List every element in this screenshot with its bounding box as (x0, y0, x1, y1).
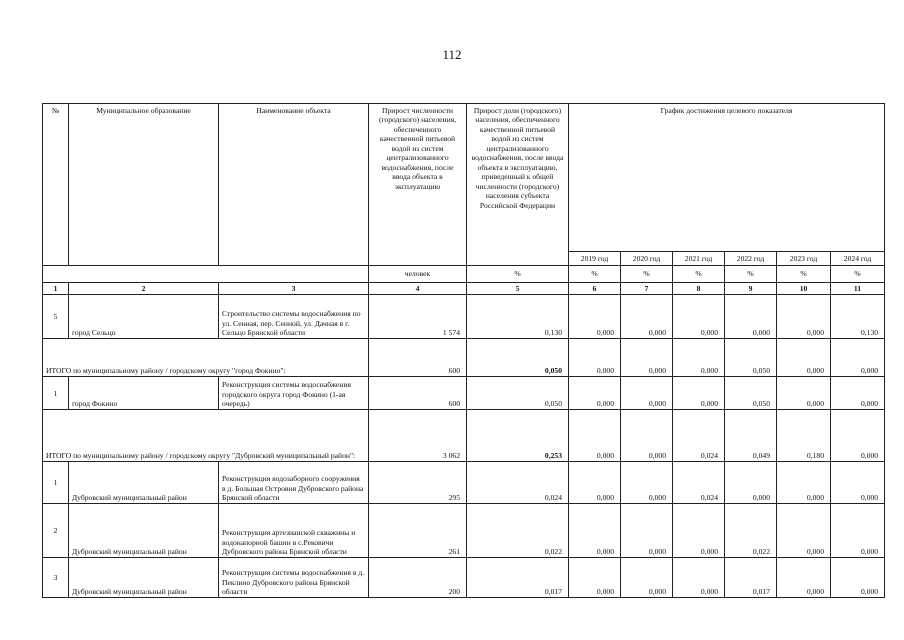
row-people: 1 574 (369, 295, 467, 339)
total-label: ИТОГО по муниципальному району / городскому округу "город Фокино": (43, 339, 369, 377)
row-year-value: 0,000 (621, 339, 673, 377)
table-row (43, 377, 885, 410)
header-year: 2022 год (725, 252, 777, 266)
row-year-value: 0,000 (777, 339, 831, 377)
row-year-value: 0,000 (831, 410, 885, 462)
unit-cell: % (569, 266, 621, 283)
row-year-value: 0,000 (569, 462, 621, 504)
total-share: 0,253 (467, 410, 569, 462)
row-year-value: 0,024 (673, 462, 725, 504)
row-year-value: 0,000 (831, 462, 885, 504)
row-year-value: 0,180 (777, 410, 831, 462)
total-label: ИТОГО по муниципальному району / городскому округу "Дубровский муниципальный район": (43, 410, 369, 462)
row-number: 1 (43, 377, 69, 410)
row-year-value: 0,000 (777, 295, 831, 339)
row-number: 5 (43, 295, 69, 339)
row-share: 0,130 (467, 295, 569, 339)
row-year-value: 0,000 (621, 462, 673, 504)
total-row (43, 410, 885, 462)
row-year-value: 0,022 (725, 504, 777, 558)
row-year-value: 0,000 (673, 558, 725, 598)
row-year-value: 0,050 (725, 339, 777, 377)
header-growth-people: Прирост численности (городского) населения, обеспеченного качественной питьевой водой из систем централизованного водоснабжения, после ввода объекта в эксплуатацию (369, 104, 467, 266)
row-year-value: 0,000 (777, 504, 831, 558)
row-year-value: 0,130 (831, 295, 885, 339)
row-year-value: 0,000 (621, 558, 673, 598)
row-municipality: Дубровский муниципальный район (69, 462, 219, 504)
total-people: 600 (369, 339, 467, 377)
unit-cell: % (621, 266, 673, 283)
row-year-value: 0,000 (725, 462, 777, 504)
header-year: 2024 год (831, 252, 885, 266)
column-number: 10 (777, 283, 831, 295)
row-municipality: город Сельцо (69, 295, 219, 339)
row-year-value: 0,000 (777, 462, 831, 504)
row-object: Строительство системы водоснабжения по ул. Сенная, пер. Сенной, ул. Дачная в г. Сельцо Брянской области (219, 295, 369, 339)
column-number: 2 (69, 283, 219, 295)
row-people: 200 (369, 558, 467, 598)
row-year-value: 0,000 (831, 558, 885, 598)
total-people: 3 062 (369, 410, 467, 462)
row-people: 600 (369, 377, 467, 410)
row-year-value: 0,000 (673, 504, 725, 558)
row-year-value: 0,000 (725, 295, 777, 339)
header-schedule: График достижения целевого показателя (569, 104, 885, 252)
row-year-value: 0,000 (777, 558, 831, 598)
unit-cell: человек (369, 266, 467, 283)
row-year-value: 0,000 (673, 339, 725, 377)
target-indicator-table (42, 103, 885, 598)
header-year: 2023 год (777, 252, 831, 266)
row-share: 0,022 (467, 504, 569, 558)
row-people: 261 (369, 504, 467, 558)
row-year-value: 0,000 (831, 504, 885, 558)
header-object: Наименование объекта (219, 104, 369, 266)
header-growth-share: Прирост доли (городского) населения, обеспеченного качественной питьевой водой из систем централизованного водоснабжения, после ввода объекта в эксплуатацию, приведенный к общей численности (городского) населения субъекта Российской Федерации (467, 104, 569, 266)
row-object: Реконструкция системы водоснабжения городского округа город Фокино (1-ая очередь) (219, 377, 369, 410)
row-municipality: Дубровский муниципальный район (69, 558, 219, 598)
row-year-value: 0,050 (725, 377, 777, 410)
unit-cell: % (673, 266, 725, 283)
header-year: 2019 год (569, 252, 621, 266)
row-year-value: 0,000 (777, 377, 831, 410)
column-number: 11 (831, 283, 885, 295)
row-share: 0,050 (467, 377, 569, 410)
row-year-value: 0,000 (621, 295, 673, 339)
row-number: 1 (43, 462, 69, 504)
column-number: 5 (467, 283, 569, 295)
row-year-value: 0,000 (569, 295, 621, 339)
row-year-value: 0,000 (569, 504, 621, 558)
unit-cell: % (725, 266, 777, 283)
row-year-value: 0,024 (673, 410, 725, 462)
column-number: 4 (369, 283, 467, 295)
column-number: 6 (569, 283, 621, 295)
header-municipality: Муниципальное образование (69, 104, 219, 266)
row-year-value: 0,000 (569, 558, 621, 598)
row-year-value: 0,000 (831, 339, 885, 377)
row-number: 2 (43, 504, 69, 558)
unit-cell: % (467, 266, 569, 283)
unit-cell: % (831, 266, 885, 283)
total-share: 0,050 (467, 339, 569, 377)
row-people: 295 (369, 462, 467, 504)
column-number: 7 (621, 283, 673, 295)
unit-cell: % (777, 266, 831, 283)
table-row (43, 295, 885, 339)
column-number: 1 (43, 283, 69, 295)
row-object: Реконструкция водозаборного сооружения в д. Большая Островня Дубровского района Брянской области (219, 462, 369, 504)
header-year: 2021 год (673, 252, 725, 266)
row-year-value: 0,049 (725, 410, 777, 462)
column-number: 8 (673, 283, 725, 295)
row-municipality: Дубровский муниципальный район (69, 504, 219, 558)
row-year-value: 0,017 (725, 558, 777, 598)
row-year-value: 0,000 (569, 377, 621, 410)
row-number: 3 (43, 558, 69, 598)
table-row (43, 504, 885, 558)
row-share: 0,024 (467, 462, 569, 504)
row-object: Реконструкция системы водоснабжения в д. Пеклино Дубровского района Брянской области (219, 558, 369, 598)
column-number: 3 (219, 283, 369, 295)
page-number: 112 (442, 47, 462, 62)
row-year-value: 0,000 (831, 377, 885, 410)
row-year-value: 0,000 (621, 377, 673, 410)
row-year-value: 0,000 (621, 410, 673, 462)
row-year-value: 0,000 (621, 504, 673, 558)
row-share: 0,017 (467, 558, 569, 598)
units-row (43, 266, 885, 283)
header-row (43, 104, 885, 252)
row-year-value: 0,000 (673, 377, 725, 410)
units-empty (43, 266, 369, 283)
row-municipality: город Фокино (69, 377, 219, 410)
row-year-value: 0,000 (569, 339, 621, 377)
header-no: № (43, 104, 69, 266)
row-year-value: 0,000 (673, 295, 725, 339)
row-year-value: 0,000 (569, 410, 621, 462)
table-row (43, 462, 885, 504)
table-row (43, 558, 885, 598)
row-object: Реконструкция артезианской скважины и водонапорной башни в с.Рековичи Дубровского района Брянской области (219, 504, 369, 558)
column-numbers-row (43, 283, 885, 295)
header-year: 2020 год (621, 252, 673, 266)
column-number: 9 (725, 283, 777, 295)
total-row (43, 339, 885, 377)
